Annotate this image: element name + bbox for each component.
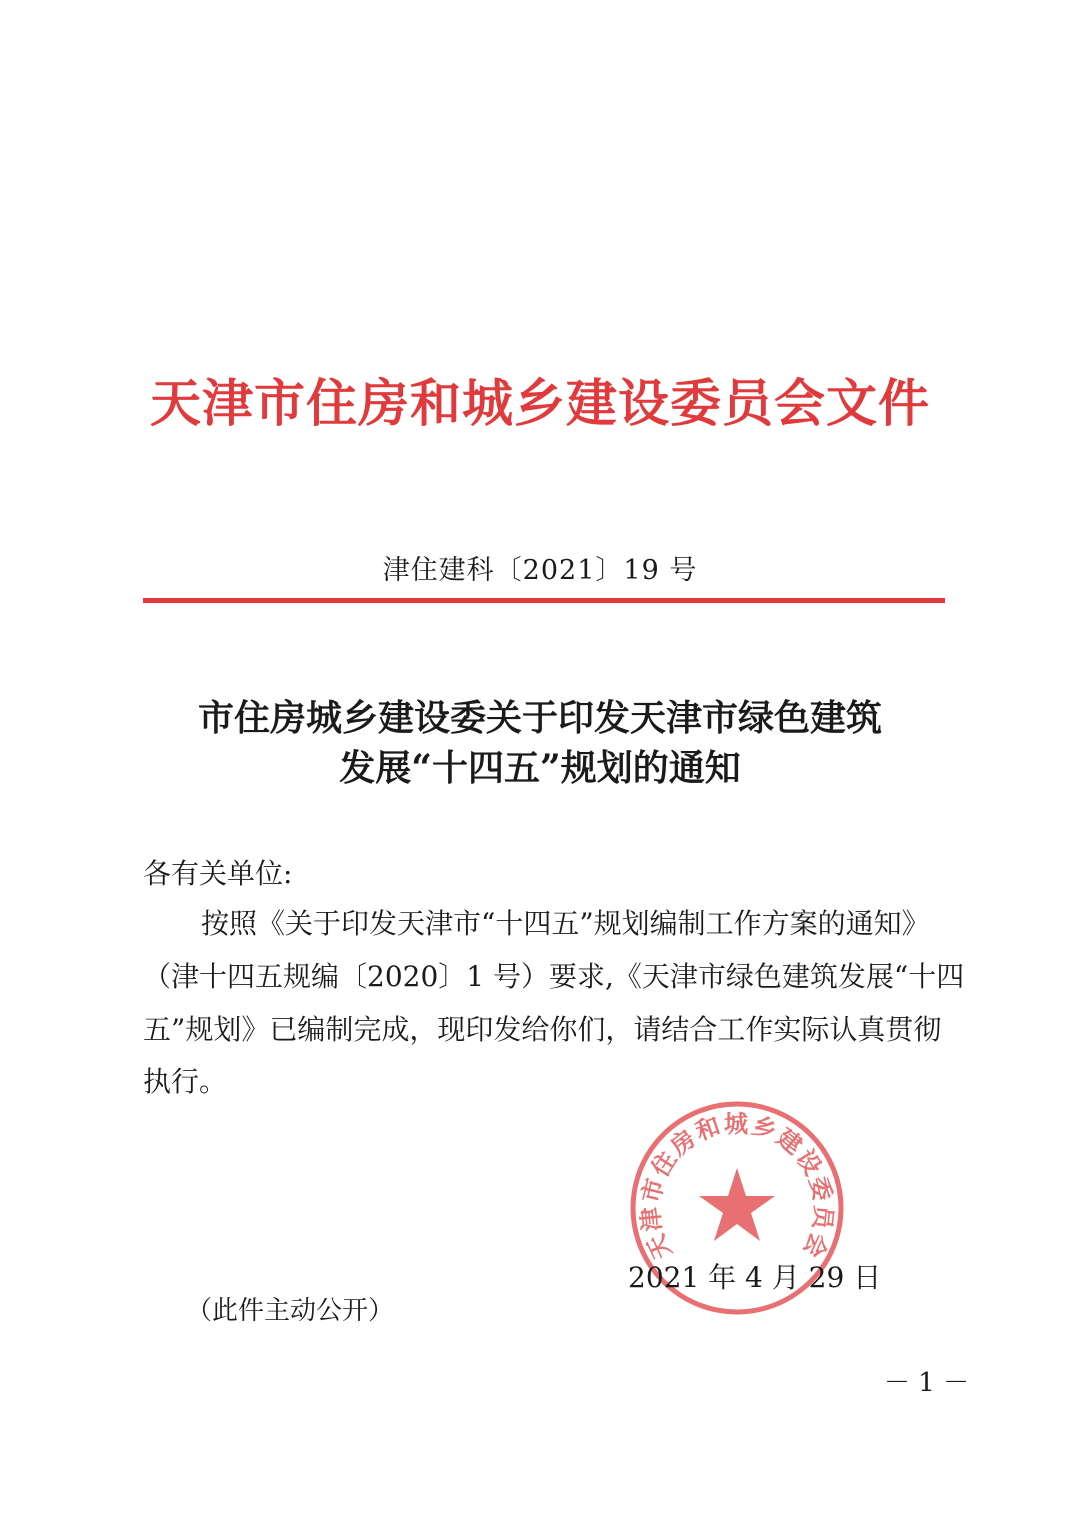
body-line-4: 执行。 [143, 1065, 228, 1098]
seal-star-icon [699, 1168, 775, 1241]
red-divider [143, 598, 945, 603]
notice-title-line-2: 发展“十四五”规划的通知 [339, 747, 741, 789]
page-number: － 1 － [884, 1368, 970, 1398]
body-line-2: （津十四五规编〔2020〕1 号）要求,《天津市绿色建筑发展“十四 [143, 960, 965, 993]
document-number: 津住建科〔2021〕19 号 [382, 555, 698, 586]
disclosure-note: （此件主动公开） [186, 1296, 395, 1326]
seal-text: 天津市住房和城乡建设委员会 [635, 1108, 839, 1265]
issue-date: 2021 年 4 月 29 日 [628, 1261, 882, 1294]
body-line-1: 按照《关于印发天津市“十四五”规划编制工作方案的通知》 [201, 907, 930, 940]
salutation: 各有关单位: [143, 857, 293, 890]
masthead-title: 天津市住房和城乡建设委员会文件 [149, 375, 930, 434]
body-line-3: 五”规划》已编制完成，现印发给你们，请结合工作实际认真贯彻 [143, 1013, 942, 1046]
notice-title-line-1: 市住房城乡建设委关于印发天津市绿色建筑 [197, 697, 882, 739]
